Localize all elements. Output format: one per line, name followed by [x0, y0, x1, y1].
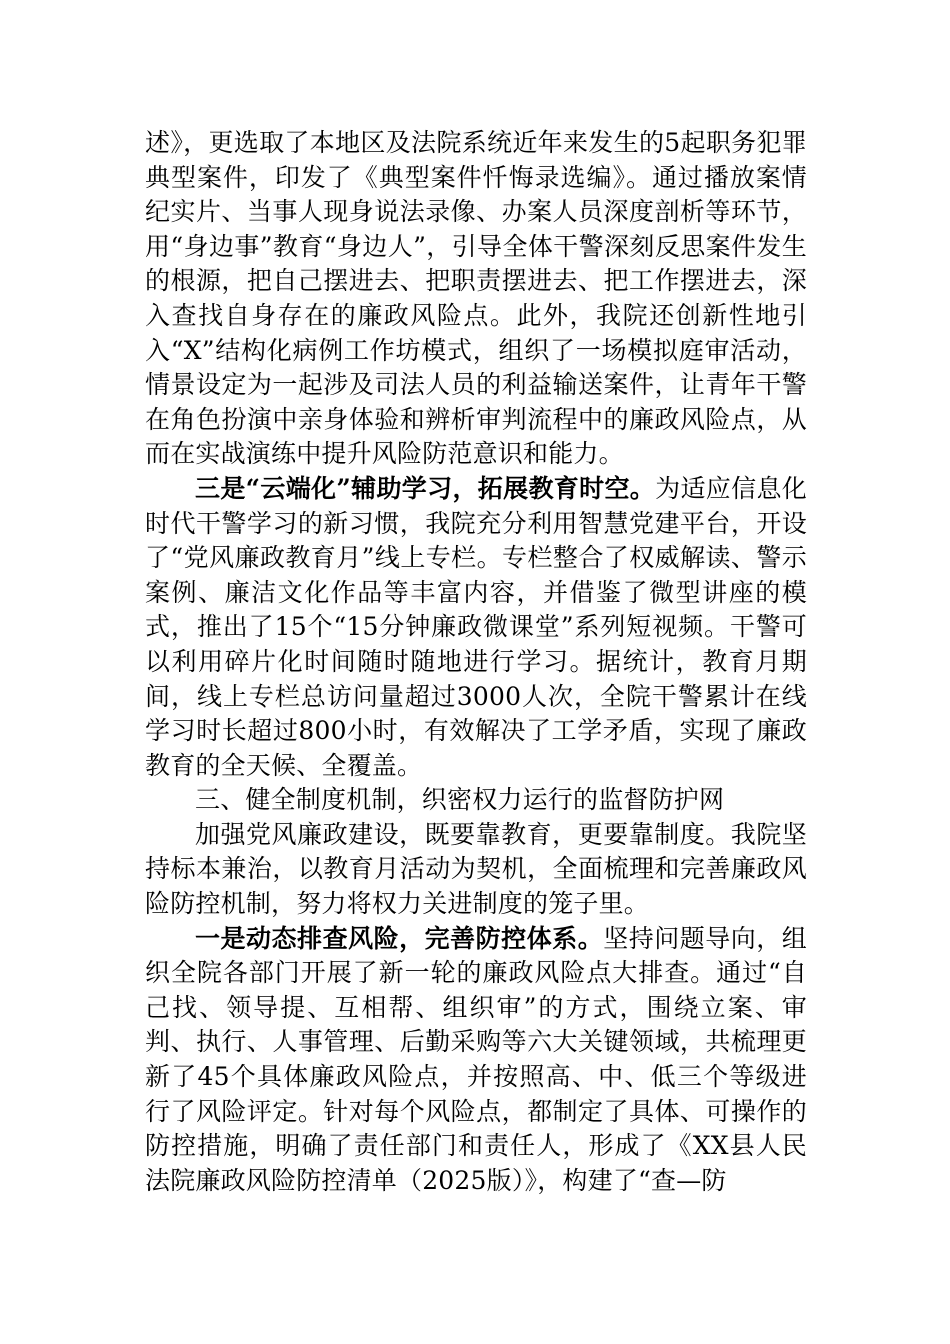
paragraph-lead-bold: 一是动态排查风险，完善防控体系。: [195, 923, 604, 953]
paragraph-lead-bold: 三是“云端化”辅助学习，拓展教育时空。: [195, 473, 656, 503]
paragraph-continuation: [145, 126, 807, 472]
paragraph-text: 加强党风廉政建设，既要靠教育，更要靠制度。我院坚持标本兼治，以教育月活动为契机，全面梳理和完善廉政风险防控机制，努力将权力关进制度的笼子里。: [145, 819, 807, 919]
paragraph-text: 坚持问题导向，组织全院各部门开展了新一轮的廉政风险点大排查。通过“自己找、领导提、互相帮、组织审”的方式，围绕立案、审判、执行、人事管理、后勤采购等六大关键领域，共梳理更新了45个具体廉政风险点，并按照高、中、低三个等级进行了风险评定。针对每个风险点，都制定了具体、可操作的防控措施，明确了责任部门和责任人，形成了《XX县人民法院廉政风险防控清单（2025版）》，构建了“查—防: [145, 923, 807, 1195]
paragraph-risk-check: [145, 922, 807, 1199]
paragraph-section-intro: [145, 818, 807, 922]
paragraph-text: 述》，更选取了本地区及法院系统近年来发生的5起职务犯罪典型案件，印发了《典型案件忏悔录选编》。通过播放案情纪实片、当事人现身说法录像、办案人员深度剖析等环节，用“身边事”教育“身边人”，引导全体干警深刻反思案件发生的根源，把自己摆进去、把职责摆进去、把工作摆进去，深入查找自身存在的廉政风险点。此外，我院还创新性地引入“X”结构化病例工作坊模式，组织了一场模拟庭审活动，情景设定为一起涉及司法人员的利益输送案件，让青年干警在角色扮演中亲身体验和辨析审判流程中的廉政风险点，从而在实战演练中提升风险防范意识和能力。: [145, 128, 807, 469]
paragraph-cloud-learning: [145, 472, 807, 783]
document-page: [145, 126, 807, 1198]
section-heading-text: 三、健全制度机制，织密权力运行的监督防护网: [195, 785, 725, 815]
section-heading: [145, 783, 807, 818]
paragraph-text: 为适应信息化时代干警学习的新习惯，我院充分利用智慧党建平台，开设了“党风廉政教育月”线上专栏。专栏整合了权威解读、警示案例、廉洁文化作品等丰富内容，并借鉴了微型讲座的模式，推出了15个“15分钟廉政微课堂”系列短视频。干警可以利用碎片化时间随时随地进行学习。据统计，教育月期间，线上专栏总访问量超过3000人次，全院干警累计在线学习时长超过800小时，有效解决了工学矛盾，实现了廉政教育的全天候、全覆盖。: [145, 473, 807, 780]
